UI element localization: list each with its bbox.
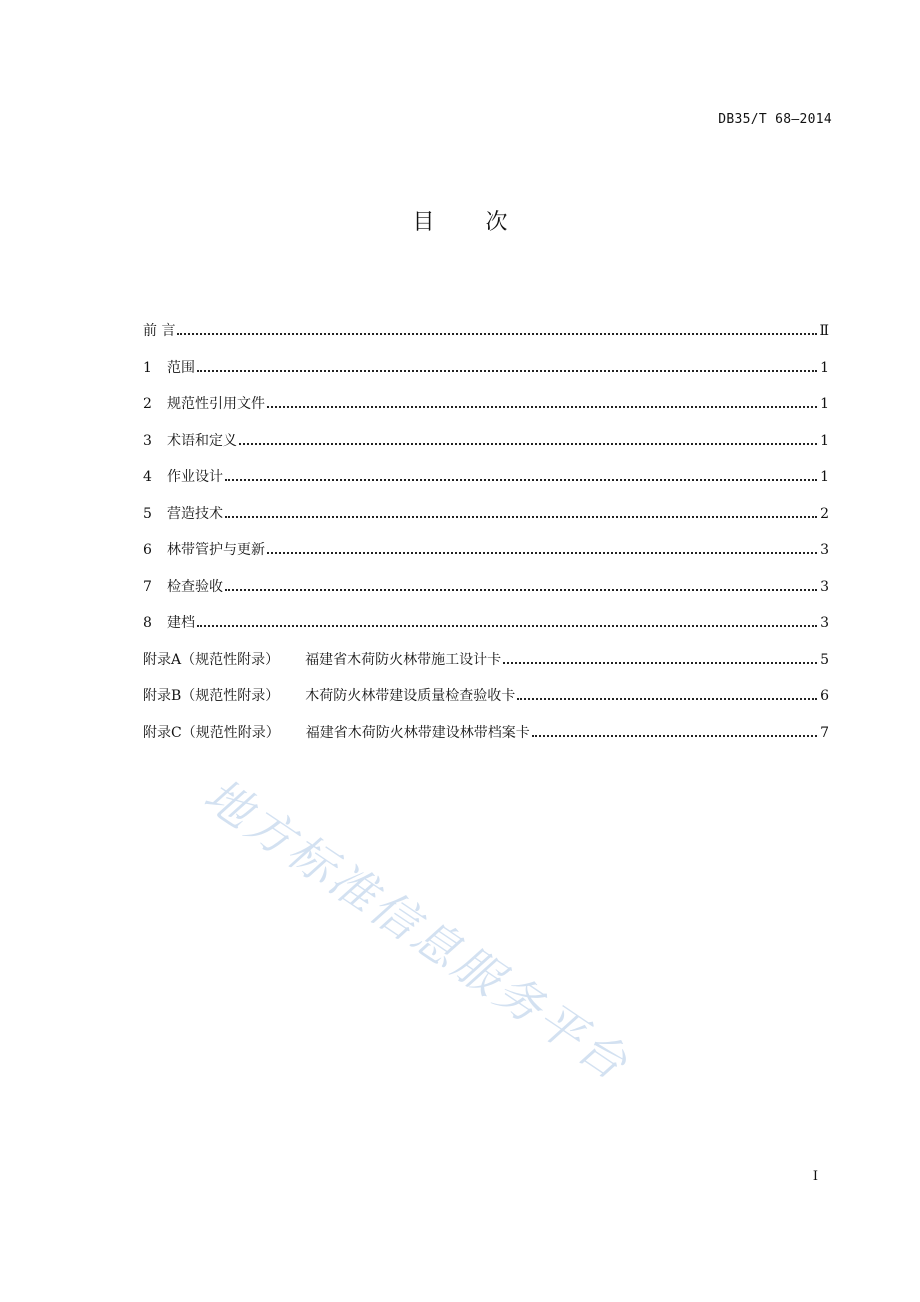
toc-dot-leader [267,406,817,408]
toc-entry-page: 3 [820,542,829,558]
toc-entry-number: 8 [143,615,152,631]
toc-entry-page: 1 [820,396,829,412]
toc-entry-operation-design[interactable] [143,464,829,501]
toc-dot-leader [239,443,817,445]
toc-entry-number: 7 [143,578,152,595]
standard-code: DB35/T 68—2014 [718,112,832,127]
toc-entry-number: 5 [143,505,152,522]
toc-entry-label: 作业设计 [167,469,223,485]
toc-entry-number: 1 [143,359,152,376]
appendix-prefix: 附录C（规范性附录） [143,724,280,741]
toc-dot-leader [532,735,817,737]
toc-entry-label: 前 言 [143,323,176,339]
toc-entry-inspection-acceptance[interactable] [143,574,829,611]
toc-entry-archiving[interactable] [143,610,829,647]
toc-entry-page: 1 [820,469,829,485]
toc-entry-label: 建档 [167,615,195,631]
page-number: I [812,1169,818,1184]
appendix-title: 福建省木荷防火林带建设林带档案卡 [305,724,530,741]
toc-entry-foreword[interactable] [143,318,829,355]
toc-dot-leader [503,662,817,664]
toc-dot-leader [267,552,817,554]
toc-entry-page: 1 [820,432,829,449]
toc-dot-leader [225,479,817,481]
toc-entry-page: 3 [820,615,829,631]
watermark: 地方标准信息服务平台 [194,767,640,1092]
toc-entry-label: 营造技术 [167,505,223,522]
appendix-title: 福建省木荷防火林带施工设计卡 [305,651,502,668]
appendix-title: 木荷防火林带建设质量检查验收卡 [305,688,516,704]
toc-entry-page: 1 [820,359,829,376]
toc-entry-page: 5 [820,651,829,668]
toc-entry-label [143,647,501,673]
toc-entry-page: 6 [820,688,829,704]
toc-entry-label: 范围 [167,359,195,376]
toc-entry-label: 检查验收 [167,578,223,595]
toc-entry-page: 3 [820,578,829,595]
toc-entry-scope[interactable] [143,355,829,392]
toc-entry-appendix-b[interactable] [143,683,829,720]
table-of-contents [143,318,829,756]
toc-entry-label: 术语和定义 [167,432,237,449]
toc-dot-leader [197,370,817,372]
toc-entry-maintenance-renewal[interactable] [143,537,829,574]
toc-entry-number: 6 [143,542,152,558]
toc-dot-leader [517,698,817,700]
toc-entry-label [143,720,530,746]
toc-dot-leader [225,589,817,591]
toc-entry-construction-techniques[interactable] [143,501,829,538]
toc-entry-label [143,683,515,709]
toc-entry-number: 2 [143,396,152,412]
toc-entry-number: 3 [143,432,152,449]
toc-entry-page: Ⅱ [819,323,829,339]
toc-dot-leader [177,333,817,335]
toc-entry-page: 2 [820,505,829,522]
toc-entry-appendix-a[interactable] [143,647,829,684]
toc-entry-appendix-c[interactable] [143,720,829,757]
toc-entry-label: 规范性引用文件 [167,396,265,412]
toc-entry-normative-references[interactable] [143,391,829,428]
toc-entry-label: 林带管护与更新 [167,542,265,558]
page-title: 目 次 [412,210,530,235]
appendix-prefix: 附录B（规范性附录） [143,688,280,704]
toc-entry-terms-definitions[interactable] [143,428,829,465]
appendix-prefix: 附录A（规范性附录） [143,651,280,668]
toc-dot-leader [197,625,817,627]
toc-entry-number: 4 [143,469,152,485]
toc-entry-page: 7 [820,724,829,741]
toc-dot-leader [225,516,817,518]
